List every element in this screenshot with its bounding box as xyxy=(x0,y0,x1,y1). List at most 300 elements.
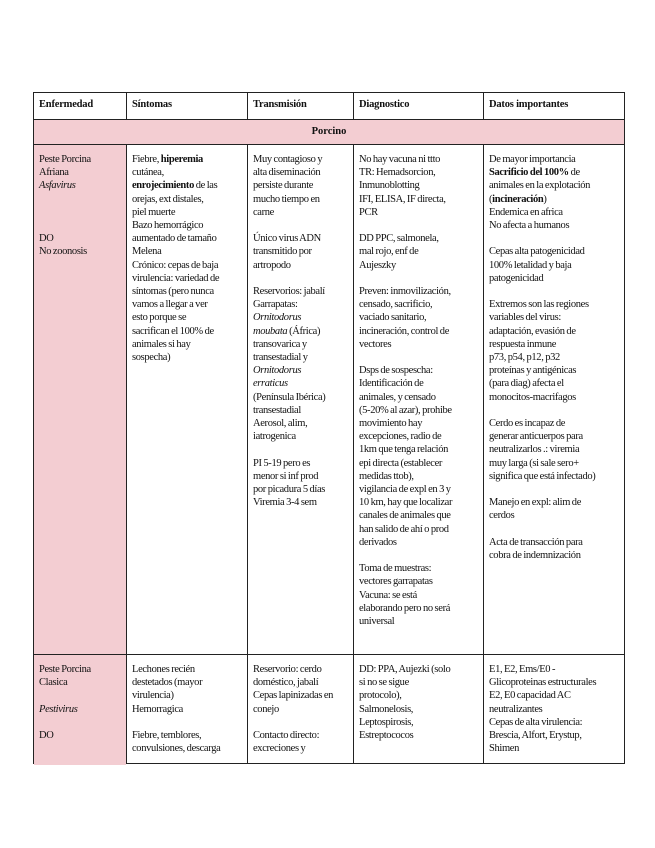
text-run: variables del virus: xyxy=(489,312,561,324)
cell-line xyxy=(253,285,351,298)
cell-line xyxy=(359,404,481,417)
cell-line xyxy=(489,166,624,179)
cell-line xyxy=(489,729,624,742)
row1-sintomas xyxy=(132,153,244,364)
text-run: animales en la explotación xyxy=(489,180,591,192)
text-run: patogenicidad xyxy=(489,272,544,284)
cell-line xyxy=(253,351,351,364)
text-run: esto porque se xyxy=(132,312,187,324)
text-run: Clasica xyxy=(39,677,68,689)
cell-line xyxy=(253,338,351,351)
text-run: Aerosol, alim, xyxy=(253,418,308,430)
text-run: Afriana xyxy=(39,167,69,179)
cell-line xyxy=(132,703,244,716)
cell-line xyxy=(359,562,481,575)
cell-line xyxy=(359,232,481,245)
text-run: Peste Porcina xyxy=(39,664,91,675)
cell-line xyxy=(132,259,244,272)
cell-line xyxy=(359,663,481,676)
header-datos: Datos importantes xyxy=(489,99,569,110)
text-run: Inmunoblotting xyxy=(359,180,420,192)
cell-line xyxy=(489,219,624,232)
text-run: destetados (mayor xyxy=(132,677,203,689)
cell-line xyxy=(489,179,624,192)
rule-header xyxy=(34,119,624,120)
section-title: Porcino xyxy=(311,126,347,137)
cell-line xyxy=(359,689,481,702)
cell-line xyxy=(489,716,624,729)
text-run: transestadial xyxy=(253,404,301,416)
text-run: excreciones y xyxy=(253,743,306,755)
text-run: vaciado sanitario, xyxy=(359,312,427,324)
text-run: De mayor importancia xyxy=(489,154,576,165)
cell-line xyxy=(489,391,624,404)
cell-line xyxy=(489,676,624,689)
text-run: Muy contagioso y xyxy=(253,154,323,165)
cell-line xyxy=(359,470,481,483)
text-run: Fiebre, temblores, xyxy=(132,730,202,741)
cell-line xyxy=(489,470,624,483)
col-divider-3b xyxy=(353,144,354,763)
text-run: muy larga (si sale sero+ xyxy=(489,457,579,469)
cell-line xyxy=(359,676,481,689)
text-run: 1km que tenga relación xyxy=(359,444,449,456)
text-run: IFI, ELISA, IF directa, xyxy=(359,193,446,205)
text-run: erraticus xyxy=(253,378,288,390)
text-run: medidas ttob), xyxy=(359,470,414,482)
text-run: Shimen xyxy=(489,743,519,755)
cell-line xyxy=(359,193,481,206)
text-run: transmitido por xyxy=(253,246,312,258)
cell-line xyxy=(359,536,481,549)
cell-line xyxy=(359,430,481,443)
text-run: conejo xyxy=(253,703,279,715)
cell-line xyxy=(489,351,624,364)
cell-line xyxy=(359,615,481,628)
cell-line xyxy=(359,523,481,536)
cell-line xyxy=(489,689,624,702)
text-run: Peste Porcina xyxy=(39,154,91,165)
text-run: ( xyxy=(489,193,493,205)
cell-line xyxy=(39,166,123,179)
header-sintomas: Síntomas xyxy=(132,99,172,110)
row1-transmision xyxy=(253,153,351,509)
cell-line xyxy=(132,179,244,192)
text-run: DO xyxy=(39,729,54,741)
cell-line xyxy=(132,285,244,298)
text-run: Cepas lapinizadas en xyxy=(253,690,334,702)
cell-line xyxy=(253,206,351,219)
row2-diagnostico xyxy=(359,663,481,742)
cell-line xyxy=(489,245,624,258)
cell-line xyxy=(489,311,624,324)
text-run: No hay vacuna ni ttto xyxy=(359,154,441,165)
blank-line xyxy=(253,716,351,729)
text-run: incineración, control de xyxy=(359,325,450,337)
text-run: Crónico: cepas de baja xyxy=(132,259,219,271)
text-run: artropodo xyxy=(253,259,291,271)
text-run: significa que está infectado) xyxy=(489,470,596,482)
blank-line xyxy=(39,219,123,232)
text-run: Aujeszky xyxy=(359,259,396,271)
cell-line xyxy=(359,325,481,338)
text-run: Dsps de sospescha: xyxy=(359,365,433,377)
cell-line xyxy=(253,417,351,430)
text-run: excepciones, radio de xyxy=(359,431,442,443)
text-run: hiperemia xyxy=(160,154,203,165)
cell-line xyxy=(359,245,481,258)
row2-transmision xyxy=(253,663,351,755)
cell-line xyxy=(359,716,481,729)
cell-line xyxy=(359,457,481,470)
text-run: si no se sigue xyxy=(359,677,409,689)
cell-line xyxy=(253,663,351,676)
cell-line xyxy=(132,676,244,689)
cell-line xyxy=(39,179,123,192)
col-divider-2b xyxy=(247,144,248,763)
text-run: carne xyxy=(253,206,274,218)
text-run: Acta de transacción para xyxy=(489,536,583,548)
text-run: (para diag) afecta el xyxy=(489,378,564,390)
cell-line xyxy=(132,338,244,351)
cell-line xyxy=(253,179,351,192)
text-run: animales, y censado xyxy=(359,391,436,403)
cell-line xyxy=(489,536,624,549)
text-run: cerdos xyxy=(489,510,515,522)
cell-line xyxy=(253,404,351,417)
text-run: cutánea, xyxy=(132,167,164,179)
text-run: Pestivirus xyxy=(39,703,78,715)
blank-line xyxy=(359,351,481,364)
text-run: movimiento hay xyxy=(359,418,423,430)
cell-line xyxy=(132,166,244,179)
text-run: mal rojo, enf de xyxy=(359,246,419,258)
text-run: Único virus ADN xyxy=(253,233,321,245)
text-run: Lechones recién xyxy=(132,664,195,675)
cell-line xyxy=(132,742,244,755)
blank-line xyxy=(39,716,123,729)
row1-enfermedad xyxy=(39,153,123,259)
blank-line xyxy=(489,483,624,496)
text-run: neutralizarlos .: viremia xyxy=(489,444,580,456)
text-run: cobra de indemnización xyxy=(489,550,581,562)
text-run: moubata xyxy=(253,325,288,337)
text-run: piel muerte xyxy=(132,206,176,218)
text-run: 100% letalidad y baja xyxy=(489,259,572,271)
text-run: síntomas (pero nunca xyxy=(132,286,214,298)
cell-line xyxy=(39,663,123,676)
text-run: (5-20% al azar), prohibe xyxy=(359,404,452,416)
cell-line xyxy=(39,676,123,689)
blank-line xyxy=(489,232,624,245)
cell-line xyxy=(489,549,624,562)
rule-row1 xyxy=(34,654,624,655)
cell-line xyxy=(489,703,624,716)
cell-line xyxy=(253,325,351,338)
cell-line xyxy=(359,483,481,496)
text-run: p73, p54, p12, p32 xyxy=(489,352,560,364)
text-run: TR: Hemadsorcion, xyxy=(359,167,436,179)
cell-line xyxy=(489,377,624,390)
text-run: Cerdo es incapaz de xyxy=(489,418,566,430)
text-run: iatrogenica xyxy=(253,431,296,443)
cell-line xyxy=(132,325,244,338)
cell-line xyxy=(489,298,624,311)
text-run: PCR xyxy=(359,206,378,218)
text-run: epi directa (establecer xyxy=(359,457,443,469)
text-run: generar anticuerpos para xyxy=(489,431,583,443)
text-run: Identificación de xyxy=(359,378,424,390)
cell-line xyxy=(489,193,624,206)
text-run: No zoonosis xyxy=(39,246,87,258)
cell-line xyxy=(39,232,123,245)
cell-line xyxy=(132,272,244,285)
cell-line xyxy=(253,364,351,377)
cell-line xyxy=(359,417,481,430)
text-run: Glicoproteinas estructurales xyxy=(489,677,597,689)
text-run: E2, E0 capacidad AC xyxy=(489,690,571,702)
cell-line xyxy=(253,689,351,702)
text-run: proteínas y antigénicas xyxy=(489,365,577,377)
text-run: protocolo), xyxy=(359,690,402,702)
cell-line xyxy=(253,311,351,324)
cell-line xyxy=(253,483,351,496)
blank-line xyxy=(489,404,624,417)
header-transmision: Transmisión xyxy=(253,99,307,110)
blank-line xyxy=(489,285,624,298)
text-run: transestadial y xyxy=(253,352,308,364)
text-run: PI 5-19 pero es xyxy=(253,457,311,469)
cell-line xyxy=(489,364,624,377)
cell-line xyxy=(253,232,351,245)
blank-line xyxy=(359,272,481,285)
cell-line xyxy=(359,496,481,509)
cell-line xyxy=(39,153,123,166)
cell-line xyxy=(359,259,481,272)
cell-line xyxy=(132,206,244,219)
text-run: de xyxy=(568,167,580,179)
cell-line xyxy=(489,206,624,219)
cell-line xyxy=(253,298,351,311)
text-run: vigilancia de expl en 3 y xyxy=(359,484,451,496)
col-divider-4b xyxy=(483,144,484,763)
text-run: (Península Ibérica) xyxy=(253,391,326,403)
text-run: animales si hay xyxy=(132,338,191,350)
cell-line xyxy=(132,153,244,166)
cell-line xyxy=(253,676,351,689)
cell-line xyxy=(489,272,624,285)
text-run: Fiebre, xyxy=(132,154,161,165)
cell-line xyxy=(39,729,123,742)
text-run: vectores xyxy=(359,338,392,350)
cell-line xyxy=(132,311,244,324)
text-run: aumentado de tamaño xyxy=(132,233,217,245)
text-run: persiste durante xyxy=(253,180,314,192)
cell-line xyxy=(253,193,351,206)
text-run: E1, E2, Ems/E0 - xyxy=(489,664,556,675)
cell-line xyxy=(132,245,244,258)
text-run: convulsiones, descarga xyxy=(132,743,221,755)
cell-line xyxy=(359,443,481,456)
cell-line xyxy=(253,245,351,258)
cell-line xyxy=(132,219,244,232)
cell-line xyxy=(359,179,481,192)
cell-line xyxy=(132,298,244,311)
text-run: doméstico, jabalí xyxy=(253,677,319,689)
cell-line xyxy=(359,364,481,377)
cell-line xyxy=(359,285,481,298)
text-run: Salmonelosis, xyxy=(359,703,414,715)
text-run: mucho tiempo en xyxy=(253,193,320,205)
cell-line xyxy=(359,729,481,742)
text-run: Preven: inmovilización, xyxy=(359,286,451,297)
cell-line xyxy=(132,232,244,245)
text-run: DD: PPA, Aujezki (solo xyxy=(359,664,451,675)
text-run: No afecta a humanos xyxy=(489,220,570,232)
cell-line xyxy=(359,206,481,219)
text-run: vamos a llegar a ver xyxy=(132,299,208,311)
text-run: Asfavirus xyxy=(39,180,76,192)
text-run: Cepas de alta virulencia: xyxy=(489,716,583,728)
cell-line xyxy=(253,470,351,483)
cell-line xyxy=(489,457,624,470)
cell-line xyxy=(253,496,351,509)
cell-line xyxy=(489,443,624,456)
text-run: Manejo en expl: alim de xyxy=(489,497,582,509)
cell-line xyxy=(39,703,123,716)
col-divider-2 xyxy=(247,93,248,119)
text-run: Sacrificio del 100% xyxy=(489,167,569,179)
text-run: Hemorragica xyxy=(132,703,183,715)
text-run: universal xyxy=(359,616,395,628)
text-run: monocitos-macrifagos xyxy=(489,391,576,403)
text-run: orejas, ext distales, xyxy=(132,193,204,205)
text-run: virulencia: variedad de xyxy=(132,272,220,284)
cell-line xyxy=(253,457,351,470)
cell-line xyxy=(132,351,244,364)
blank-line xyxy=(359,549,481,562)
text-run: elaborando pero no será xyxy=(359,602,451,614)
cell-line xyxy=(253,153,351,166)
blank-line xyxy=(39,206,123,219)
col-divider-1 xyxy=(126,93,127,119)
cell-line xyxy=(359,589,481,602)
blank-line xyxy=(39,689,123,702)
cell-line xyxy=(253,259,351,272)
text-run: canales de animales que xyxy=(359,510,451,522)
cell-line xyxy=(489,742,624,755)
cell-line xyxy=(253,166,351,179)
text-run: respuesta inmune xyxy=(489,338,557,350)
cell-line xyxy=(253,377,351,390)
text-run: Melena xyxy=(132,246,162,258)
text-run: Endemica en africa xyxy=(489,206,563,218)
cell-line xyxy=(489,496,624,509)
text-run: adaptación, evasión de xyxy=(489,325,576,337)
cell-line xyxy=(359,166,481,179)
text-run: Vacuna: se está xyxy=(359,589,417,601)
cell-line xyxy=(359,509,481,522)
cell-line xyxy=(489,153,624,166)
text-run: sospecha) xyxy=(132,352,171,364)
cell-line xyxy=(132,689,244,702)
cell-line xyxy=(253,729,351,742)
text-run: vectores garrapatas xyxy=(359,576,433,588)
text-run: neutralizantes xyxy=(489,703,543,715)
text-run: Reservorios: jabalí xyxy=(253,286,325,297)
cell-line xyxy=(359,703,481,716)
cell-line xyxy=(359,391,481,404)
cell-line xyxy=(489,417,624,430)
col-divider-3 xyxy=(353,93,354,119)
header-enfermedad: Enfermedad xyxy=(39,99,93,110)
blank-line xyxy=(253,443,351,456)
blank-line xyxy=(253,219,351,232)
cell-line xyxy=(253,703,351,716)
cell-line xyxy=(489,430,624,443)
cell-line xyxy=(359,338,481,351)
text-run: Brescia, Alfort, Erystup, xyxy=(489,730,582,742)
cell-line xyxy=(253,430,351,443)
blank-line xyxy=(132,716,244,729)
cell-line xyxy=(253,391,351,404)
text-run: DO xyxy=(39,233,54,245)
blank-line xyxy=(489,523,624,536)
text-run: Ornitodorus xyxy=(253,312,302,324)
cell-line xyxy=(359,602,481,615)
text-run: Garrapatas: xyxy=(253,299,298,311)
cell-line xyxy=(359,298,481,311)
text-run: ) xyxy=(543,193,547,205)
text-run: Contacto directo: xyxy=(253,730,320,741)
row2-enfermedad xyxy=(39,663,123,742)
cell-line xyxy=(489,259,624,272)
text-run: censado, sacrificio, xyxy=(359,299,433,311)
disease-table xyxy=(33,92,625,764)
text-run: DD PPC, salmonela, xyxy=(359,233,439,245)
text-run: Ornitodorus xyxy=(253,365,302,377)
cell-line xyxy=(39,245,123,258)
cell-line xyxy=(359,575,481,588)
text-run: han salido de ahí o prod xyxy=(359,523,449,535)
text-run: menor si inf prod xyxy=(253,470,319,482)
cell-line xyxy=(489,663,624,676)
row1-diagnostico xyxy=(359,153,481,628)
text-run: Reservorio: cerdo xyxy=(253,664,322,675)
cell-line xyxy=(359,311,481,324)
cell-line xyxy=(489,509,624,522)
text-run: Estreptococos xyxy=(359,730,414,742)
cell-line xyxy=(489,338,624,351)
text-run: Toma de muestras: xyxy=(359,563,432,575)
text-run: 10 km, hay que localizar xyxy=(359,497,453,509)
col-divider-4 xyxy=(483,93,484,119)
row2-datos xyxy=(489,663,624,755)
cell-line xyxy=(359,377,481,390)
text-run: Leptospirosis, xyxy=(359,716,414,728)
cell-line xyxy=(132,663,244,676)
row2-sintomas xyxy=(132,663,244,755)
text-run: Bazo hemorrágico xyxy=(132,220,204,232)
blank-line xyxy=(359,219,481,232)
text-run: Extremos son las regiones xyxy=(489,299,589,311)
text-run: (África) xyxy=(287,325,321,337)
blank-line xyxy=(39,193,123,206)
col-divider-1b xyxy=(126,144,127,763)
cell-line xyxy=(253,742,351,755)
text-run: virulencia) xyxy=(132,690,174,702)
text-run: sacrifican el 100% de xyxy=(132,325,214,337)
